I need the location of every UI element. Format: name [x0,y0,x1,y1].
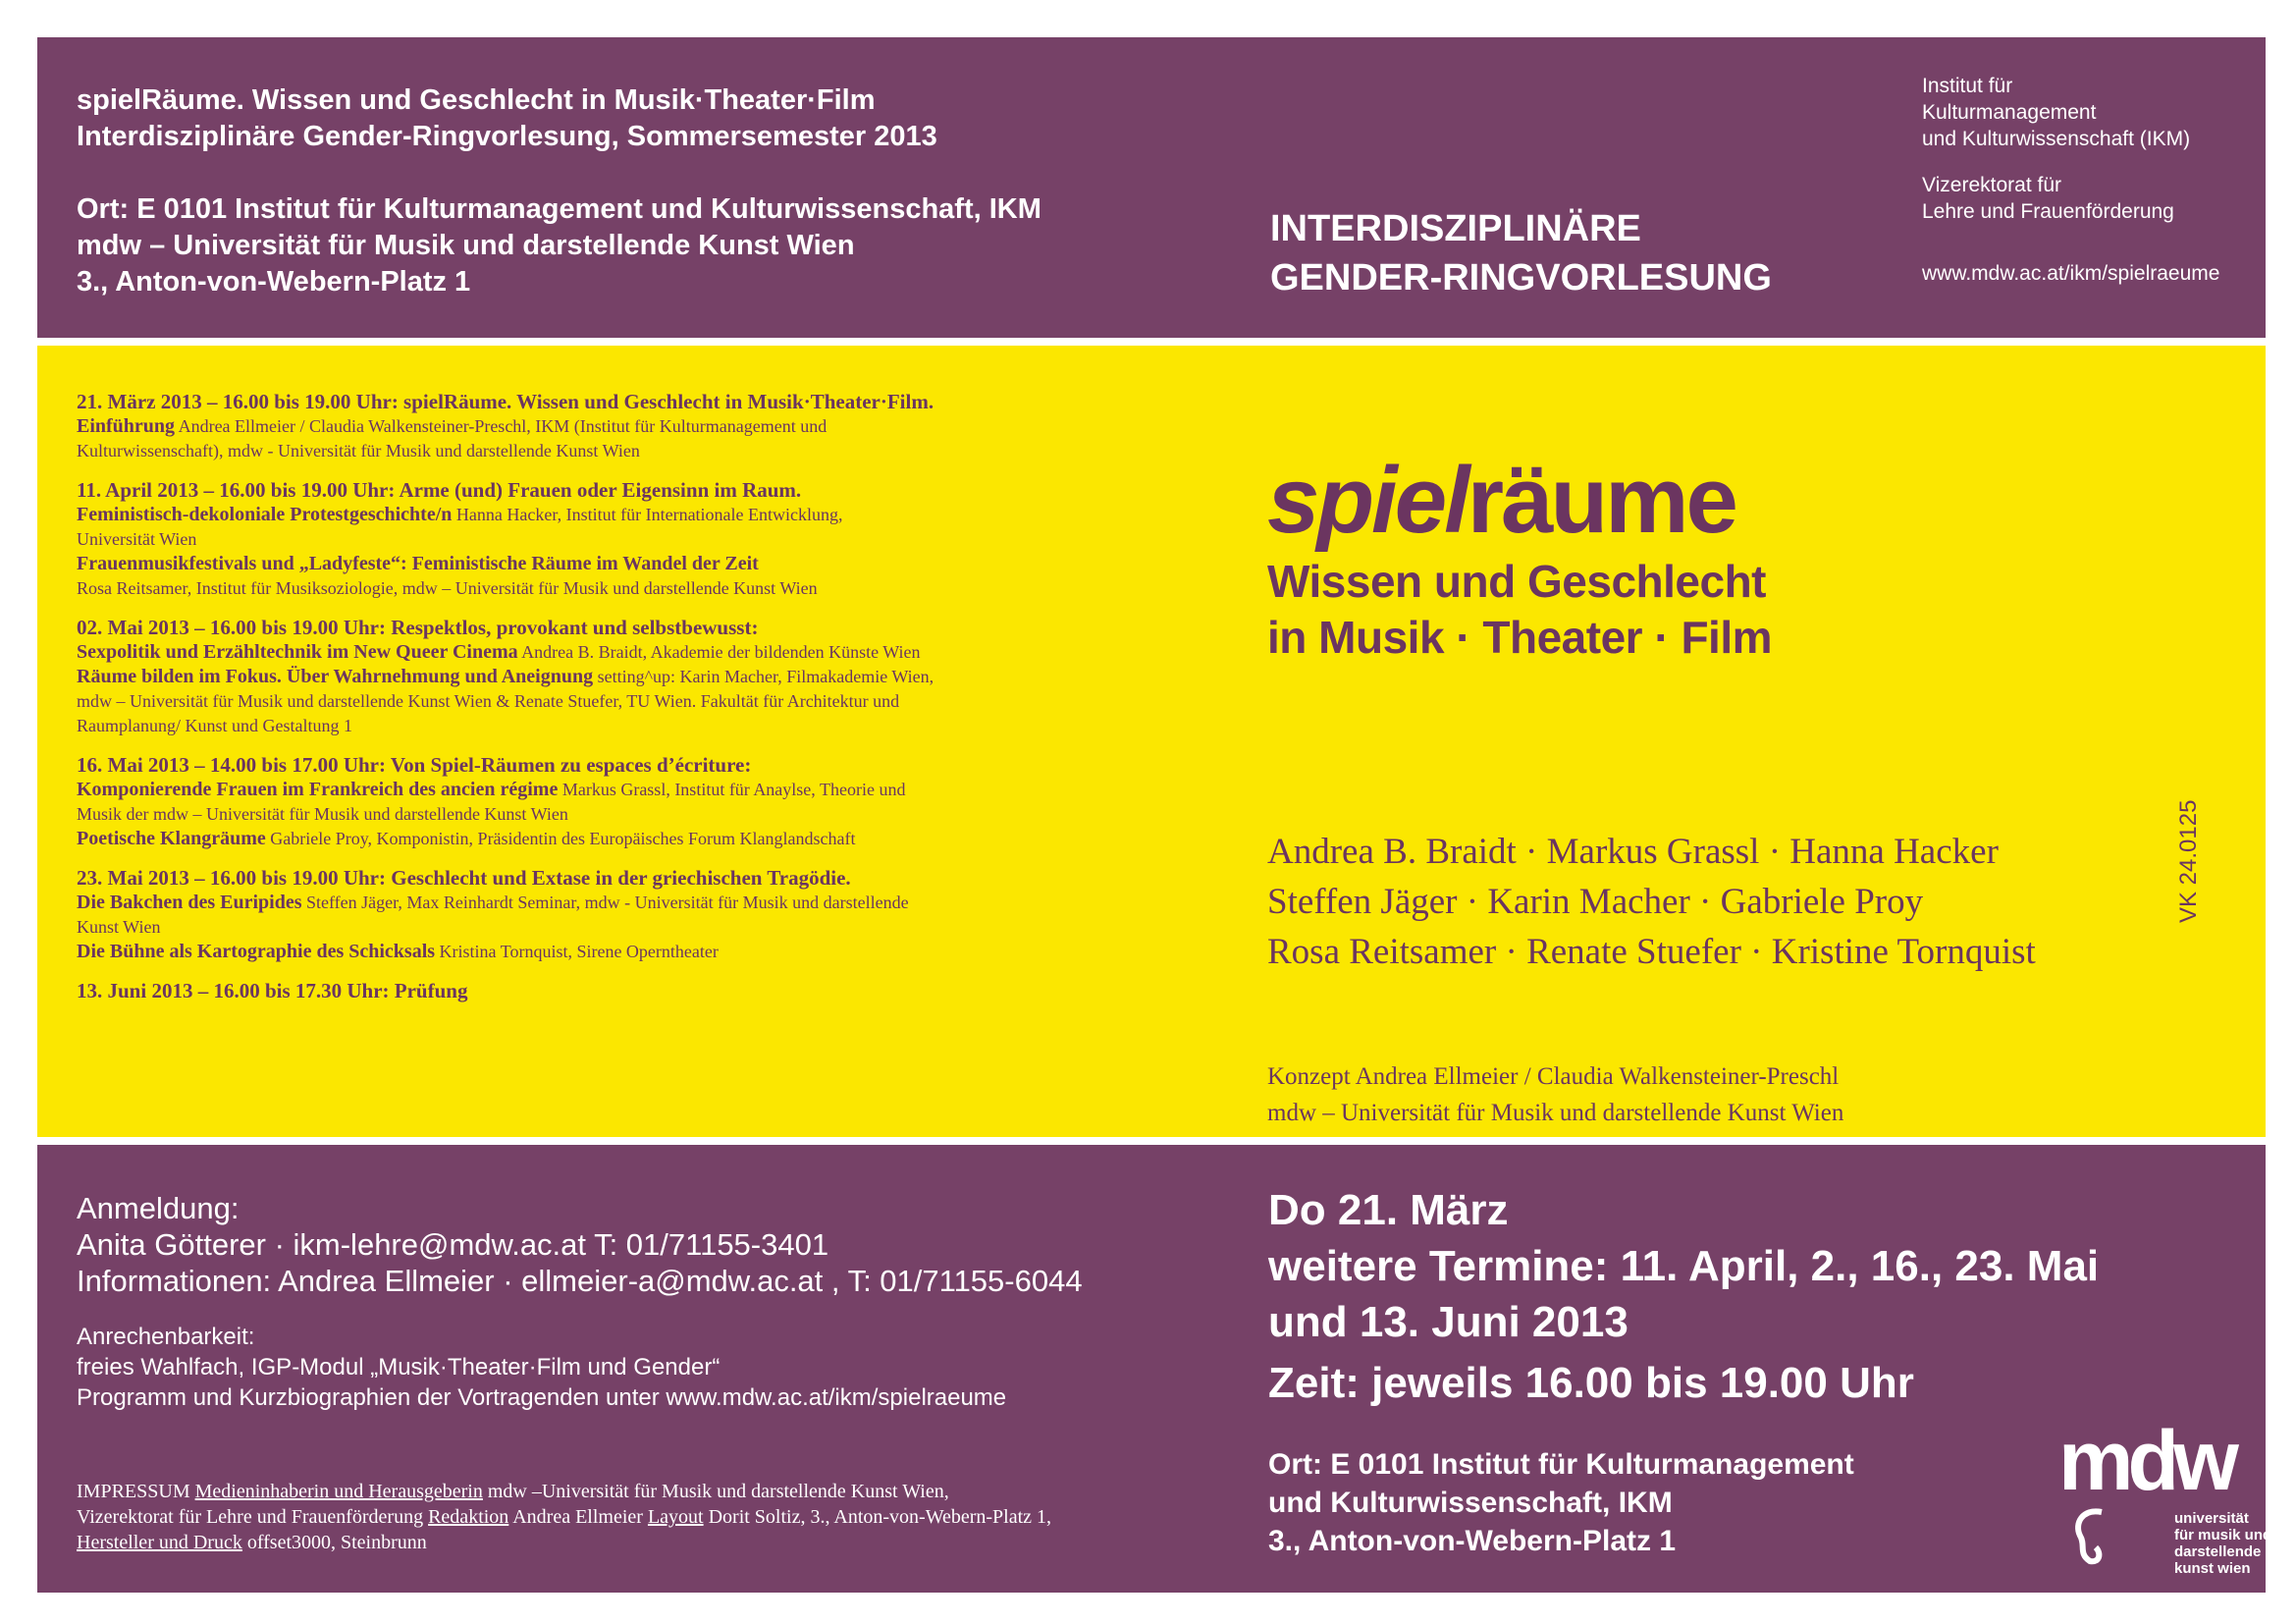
lecture-speaker: Kristina Tornquist, Sirene Operntheater [435,942,719,961]
schedule-entry-line [77,689,1137,714]
program-link-line: Programm und Kurzbiographien der Vortragenden unter www.mdw.ac.at/ikm/spielraeume [77,1384,1007,1411]
time-line: Zeit: jeweils 16.00 bis 19.00 Uhr [1268,1359,1914,1407]
footer-band [37,1145,2272,1593]
schedule-entry-line [77,414,1137,439]
lecture-speaker: Gabriele Proy, Komponistin, Präsidentin des Europäisches Forum Klanglandschaft [265,829,856,848]
schedule-list [77,389,1137,1017]
schedule-entry-line [77,640,1137,665]
schedule-entry-heading: 02. Mai 2013 – 16.00 bis 19.00 Uhr: Respektlos, provokant und selbstbewusst: [77,616,759,639]
speakers-line: Andrea B. Braidt · Markus Grassl · Hanna Hacker [1267,832,1999,872]
schedule-entry-line [77,802,1137,827]
impressum-media-text: mdw –Universität für Musik und darstellende Kunst Wien, [482,1481,949,1502]
location-line: 3., Anton-von-Webern-Platz 1 [77,266,471,298]
vk-code: VK 24.0125 [2175,799,2202,923]
schedule-entry-line [77,778,1137,802]
lecture-speaker: Musik der mdw – Universität für Musik und darstellende Kunst Wien [77,804,568,824]
event-location [1268,1445,1854,1560]
mdw-logo-line: kunst wien [2174,1560,2251,1577]
impressum-layout-label: Layout [647,1506,704,1528]
location-line: und Kulturwissenschaft, IKM [1268,1487,1673,1519]
date-line: weitere Termine: 11. April, 2., 16., 23. Mai [1268,1242,2100,1290]
schedule-entry-line [77,527,1137,552]
lecture-title: Frauenmusikfestivals und „Ladyfeste“: Feministische Räume im Wandel der Zeit [77,553,759,574]
lecture-title: Sexpolitik und Erzähltechnik im New Queer Cinema [77,641,518,663]
date-line: und 13. Juni 2013 [1268,1298,1629,1346]
institute-line: Institut für [1922,75,2013,97]
mdw-logo [2058,1414,2272,1579]
lecture-title: Feministisch-dekoloniale Protestgeschichte/n [77,504,453,525]
location-line: Ort: E 0101 Institut für Kulturmanagement und Kulturwissenschaft, IKM [77,193,1041,225]
lecture-speaker: Kunst Wien [77,917,161,937]
schedule-entry-line [77,915,1137,940]
location-line: Ort: E 0101 Institut für Kulturmanagement [1268,1448,1854,1481]
impressum-druck-text: offset3000, Steinbrunn [241,1532,427,1553]
lecture-title: Poetische Klangräume [77,828,266,849]
institute-line: Kulturmanagement [1922,101,2097,124]
lecture-speaker: Raumplanung/ Kunst und Gestaltung 1 [77,716,352,735]
schedule-entry-heading: 11. April 2013 – 16.00 bis 19.00 Uhr: Arme (und) Frauen oder Eigensinn im Raum. [77,478,802,502]
lecture-title: Einführung [77,415,176,437]
lecture-speaker: Kulturwissenschaft), mdw - Universität für Musik und darstellende Kunst Wien [77,441,640,460]
schedule-entry-heading: 23. Mai 2013 – 16.00 bis 19.00 Uhr: Geschlecht und Extase in der griechischen Tragödie. [77,866,851,890]
schedule-entry-line [77,940,1137,964]
impressum-vize-text: Vizerektorat für Lehre und Frauenförderung [77,1506,429,1528]
schedule-entry [77,477,1137,601]
concept-line: Konzept Andrea Ellmeier / Claudia Walkensteiner-Preschl [1267,1063,1840,1090]
lecture-speaker: Steffen Jäger, Max Reinhardt Seminar, mdw - Universität für Musik und darstellende [301,893,909,912]
lecture-title: Räume bilden im Fokus. Über Wahrnehmung und Aneignung [77,666,594,687]
mdw-logo-word: mdw [2058,1414,2233,1508]
impressum-redaktion-text: Andrea Ellmeier [508,1506,648,1528]
lecture-speaker: mdw – Universität für Musik und darstellende Kunst Wien & Renate Stuefer, TU Wien. Fakultät für Architektur und [77,691,900,711]
impressum-redaktion-label: Redaktion [428,1506,509,1528]
logo-part-raeume: räume [1467,448,1735,553]
spielraeume-brand [1267,448,1773,666]
registration-label: Anmeldung: [77,1191,240,1225]
schedule-entry-line [77,576,1137,601]
lecture-speaker: Andrea Ellmeier / Claudia Walkensteiner-Preschl, IKM (Institut für Kulturmanagement und [175,416,828,436]
schedule-entry-heading: 16. Mai 2013 – 14.00 bis 17.00 Uhr: Von Spiel-Räumen zu espaces d’écriture: [77,753,752,777]
website-link[interactable]: www.mdw.ac.at/ikm/spielraeume [1922,262,2220,285]
mdw-logo-line: universität [2174,1510,2249,1527]
schedule-entry-line [77,891,1137,915]
lecture-title: Die Bakchen des Euripides [77,892,302,913]
schedule-entry-heading: 21. März 2013 – 16.00 bis 19.00 Uhr: spielRäume. Wissen und Geschlecht in Musik·Theater·Film. [77,390,934,413]
mdw-logo-text [2174,1510,2271,1577]
logo-part-spiel: spiel [1267,448,1468,553]
mdw-logo-line: darstellende [2174,1543,2262,1560]
vizerektorat-line: Vizerektorat für [1922,174,2062,196]
information-contact: Informationen: Andrea Ellmeier · ellmeier-a@mdw.ac.at , T: 01/71155-6044 [77,1264,1083,1298]
schedule-entry-line [77,552,1137,576]
lecture-speaker: Markus Grassl, Institut für Anaylse, Theorie und [558,780,906,799]
schedule-entry [77,389,1137,463]
institute-line: und Kulturwissenschaft (IKM) [1922,128,2191,150]
spielraeume-logo [1267,448,1772,553]
schedule-entry-line [77,503,1137,527]
schedule-entry-line [77,714,1137,738]
speakers-line: Rosa Reitsamer · Renate Stuefer · Kristine Tornquist [1267,932,2036,972]
credit-line: freies Wahlfach, IGP-Modul „Musik·Theater·Film und Gender“ [77,1354,721,1380]
schedule-entry [77,752,1137,851]
schedule-entry [77,865,1137,964]
lecture-speaker: setting^up: Karin Macher, Filmakademie Wien, [593,667,934,686]
location-line: 3., Anton-von-Webern-Platz 1 [1268,1525,1677,1557]
schedule-entry [77,978,1137,1003]
impressum [77,1479,1051,1555]
program-band [37,346,2266,1137]
lecture-speaker: Rosa Reitsamer, Institut für Musiksoziologie, mdw – Universität für Musik und darstellende Kunst Wien [77,578,818,598]
lecture-speaker: Universität Wien [77,529,197,549]
schedule-entry-line [77,665,1137,689]
header-band [37,37,2266,338]
registration-contact: Anita Götterer · ikm-lehre@mdw.ac.at T: 01/71155-3401 [77,1227,829,1262]
concept-line: mdw – Universität für Musik und darstellende Kunst Wien [1267,1100,1844,1126]
lecture-speaker: Andrea B. Braidt, Akademie der bildenden Künste Wien [517,642,921,662]
vizerektorat-line: Lehre und Frauenförderung [1922,200,2174,223]
mdw-ear-icon [2072,1506,2108,1565]
subtitle-line: in Musik · Theater · Film [1267,612,1773,663]
brand-subtitle [1267,554,1772,666]
lecture-title: Komponierende Frauen im Frankreich des ancien régime [77,779,559,800]
speakers-line: Steffen Jäger · Karin Macher · Gabriele Proy [1267,882,1924,922]
schedule-entry [77,615,1137,738]
impressum-label: IMPRESSUM [77,1481,190,1502]
concept-credit [1267,1058,1843,1131]
location-line: mdw – Universität für Musik und darstellende Kunst Wien [77,230,855,261]
lecture-info [77,82,1041,300]
impressum-druck-label: Hersteller und Druck [77,1532,242,1553]
schedule-entry-heading: 13. Juni 2013 – 16.00 bis 17.30 Uhr: Prüfung [77,979,468,1002]
lecture-speaker: Hanna Hacker, Institut für Internationale Entwicklung, [452,505,843,524]
ringvorlesung-title [1270,204,1772,302]
lecture-title: spielRäume. Wissen und Geschlecht in Musik·Theater·Film [77,84,876,116]
institute-info [1922,73,2219,287]
title-line: INTERDISZIPLINÄRE [1270,208,1641,249]
impressum-media-label: Medieninhaberin und Herausgeberin [194,1481,483,1502]
lecture-title: Die Bühne als Kartographie des Schicksals [77,941,436,962]
mdw-logo-line: für musik und [2174,1527,2272,1543]
credit-info [77,1322,1006,1413]
schedule-entry-line [77,827,1137,851]
credit-label: Anrechenbarkeit: [77,1324,255,1350]
date-line: Do 21. März [1268,1186,1509,1234]
speakers-list [1267,827,2036,977]
vk-code-wrap [2175,776,2205,923]
title-line: GENDER-RINGVORLESUNG [1270,257,1772,298]
impressum-layout-text: Dorit Soltiz, 3., Anton-von-Webern-Platz 1, [703,1506,1052,1528]
lecture-subtitle: Interdisziplinäre Gender-Ringvorlesung, Sommersemester 2013 [77,121,937,152]
event-dates [1268,1182,2099,1411]
schedule-entry-line [77,439,1137,463]
subtitle-line: Wissen und Geschlecht [1267,556,1766,607]
registration-info [77,1190,1083,1299]
